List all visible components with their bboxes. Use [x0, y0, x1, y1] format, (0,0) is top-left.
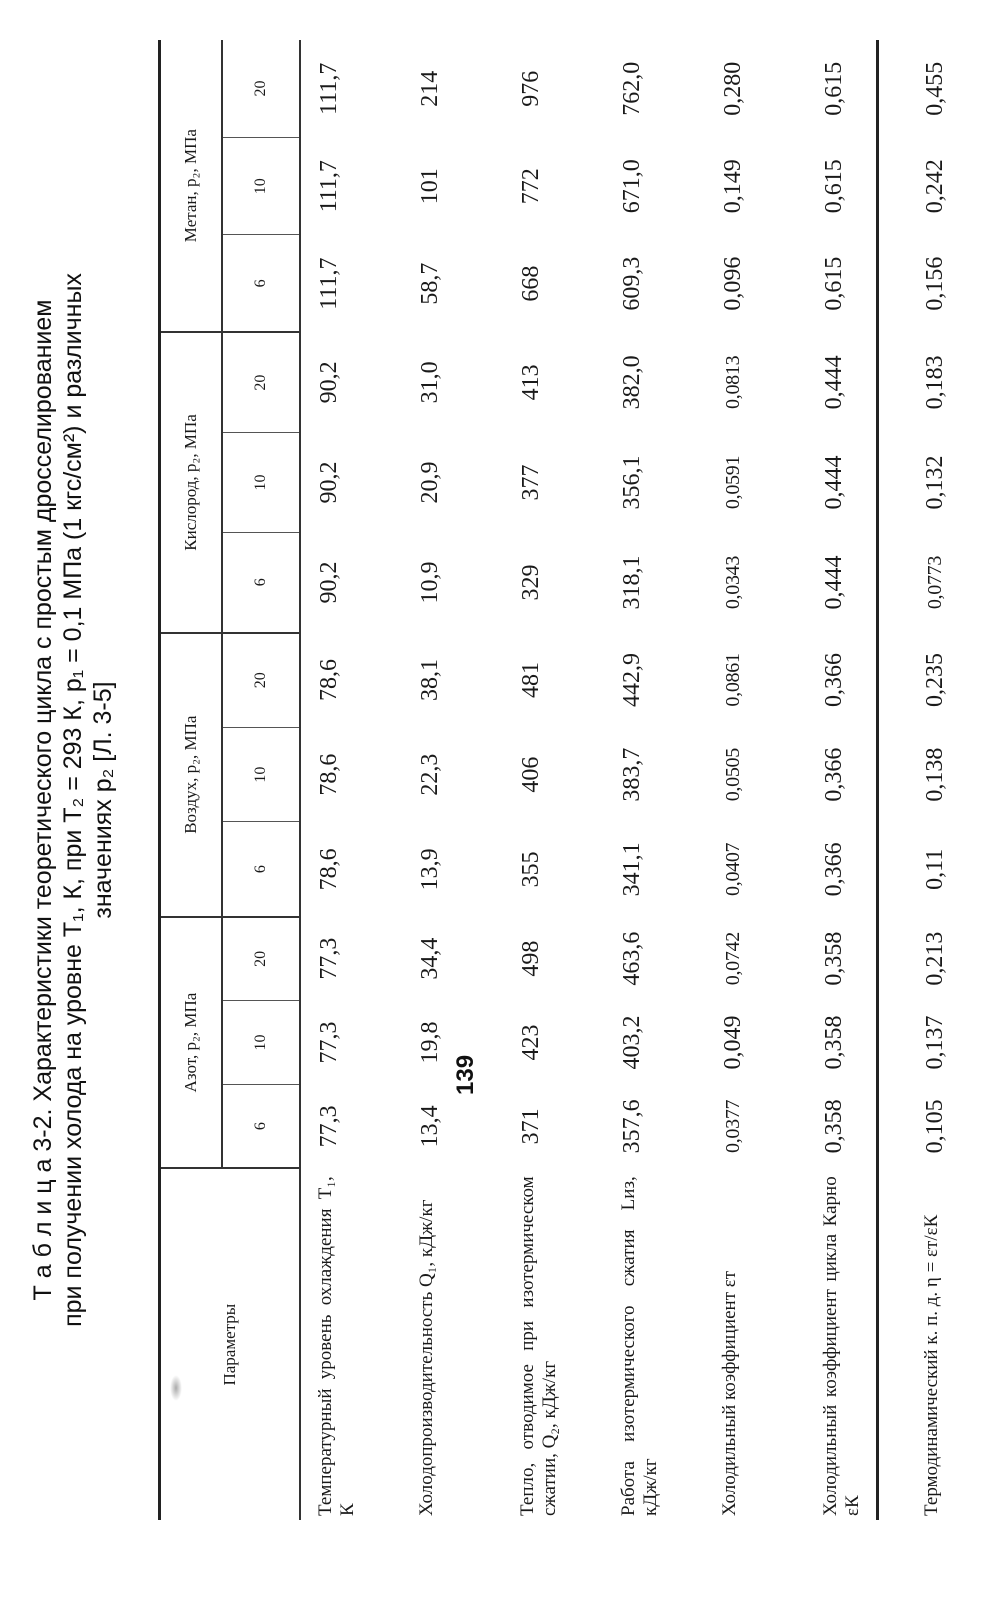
value-cell: 356,1 [619, 455, 645, 510]
value-cell: 0,0505 [722, 748, 744, 802]
value-cell: 0,149 [720, 159, 746, 214]
table-row [402, 40, 503, 1520]
value-cell: 20,9 [417, 461, 443, 504]
table-row [705, 40, 806, 1520]
value-cell: 671,0 [619, 159, 645, 214]
sub-header: 20 [222, 633, 300, 728]
value-cell: 772 [518, 168, 544, 205]
caption-line-1: Т а б л и ц а 3-2. Характеристики теоретического цикла с простым дросселированием [29, 299, 57, 1301]
value-cell: 481 [518, 661, 544, 698]
table-bottom-rule [876, 40, 879, 1520]
group-header-nitrogen: Азот, p₂, МПа [161, 917, 222, 1169]
table-row [503, 40, 604, 1520]
param-header: Параметры [161, 1168, 300, 1520]
value-cell: 0,0861 [722, 653, 744, 707]
param-cell: Термодинамический к. п. д. η = εт/εК [921, 1214, 942, 1516]
sub-header: 20 [222, 40, 300, 137]
sub-header: 20 [222, 332, 300, 432]
value-cell: 77,3 [316, 1021, 342, 1064]
table-row [907, 40, 1008, 1520]
value-cell: 413 [518, 364, 544, 401]
value-cell: 111,7 [316, 257, 342, 310]
value-cell: 377 [518, 464, 544, 501]
value-cell: 0,444 [821, 455, 847, 510]
param-cell: Тепло, отводимое при изотермическом сжатии, Q₂, кДж/кг [517, 1176, 560, 1516]
value-cell: 0,366 [821, 842, 847, 897]
sub-header: 6 [222, 822, 300, 917]
sub-header: 6 [222, 1084, 300, 1168]
value-cell: 0,366 [821, 747, 847, 802]
value-cell: 77,3 [316, 937, 342, 980]
value-cell: 22,3 [417, 753, 443, 796]
value-cell: 214 [417, 70, 443, 107]
param-cell: Температурный уровень охлаждения T₁, К [315, 1176, 358, 1516]
value-cell: 318,1 [619, 555, 645, 610]
rotated-table-block [20, 40, 948, 1560]
value-cell: 0,183 [922, 355, 948, 410]
value-cell: 976 [518, 70, 544, 107]
value-cell: 34,4 [417, 937, 443, 980]
value-cell: 609,3 [619, 256, 645, 311]
value-cell: 0,235 [922, 652, 948, 707]
sub-header: 10 [222, 727, 300, 822]
value-cell: 0,280 [720, 61, 746, 116]
value-cell: 38,1 [417, 658, 443, 701]
sub-header: 10 [222, 137, 300, 234]
value-cell: 0,615 [821, 61, 847, 116]
value-cell: 668 [518, 265, 544, 302]
value-cell: 383,7 [619, 747, 645, 802]
group-header-air: Воздух, p₂, МПа [161, 633, 222, 917]
value-cell: 0,615 [821, 159, 847, 214]
param-cell: Холодопроизводительность Q₁, кДж/кг [416, 1199, 437, 1516]
sub-header: 10 [222, 432, 300, 532]
param-cell: Холодильный коэффициент εт [719, 1270, 740, 1516]
value-cell: 0,0343 [722, 555, 744, 610]
sub-header: 6 [222, 533, 300, 633]
value-cell: 0,0773 [924, 555, 946, 610]
value-cell: 77,3 [316, 1105, 342, 1148]
page-number: 139 [452, 1054, 479, 1095]
value-cell: 101 [417, 168, 443, 205]
value-cell: 78,6 [316, 848, 342, 891]
value-cell: 0,0407 [722, 842, 744, 896]
value-cell: 371 [518, 1108, 544, 1145]
value-cell: 762,0 [619, 61, 645, 116]
sub-header: 6 [222, 235, 300, 332]
value-cell: 90,2 [316, 361, 342, 404]
value-cell: 382,0 [619, 355, 645, 410]
caption-line-2: при получении холода на уровне T₁, К, при T₂ = 293 К, p₁ = 0,1 МПа (1 кгс/см²) и различных [59, 273, 87, 1327]
value-cell: 13,4 [417, 1105, 443, 1148]
sub-header: 10 [222, 1001, 300, 1085]
value-cell: 0,358 [821, 1015, 847, 1070]
value-cell: 355 [518, 851, 544, 888]
value-cell: 0,096 [720, 256, 746, 311]
value-cell: 0,444 [821, 355, 847, 410]
value-cell: 111,7 [316, 62, 342, 115]
param-cell: Работа изотермического сжатия Lиз, кДж/кг [618, 1176, 661, 1516]
value-cell: 90,2 [316, 461, 342, 504]
value-cell: 442,9 [619, 652, 645, 707]
caption-line-3: значениях p₂ [Л. 3-5] [89, 681, 117, 919]
value-cell: 0,0377 [722, 1099, 744, 1153]
table-row [604, 40, 705, 1520]
sub-header: 20 [222, 917, 300, 1001]
value-cell: 0,11 [922, 848, 948, 890]
value-cell: 0,105 [922, 1099, 948, 1154]
value-cell: 0,242 [922, 159, 948, 214]
param-cell: Холодильный коэффициент цикла Карно εК [820, 1176, 863, 1516]
value-cell: 0,0591 [722, 455, 744, 510]
value-cell: 0,0742 [722, 932, 744, 986]
table-caption [28, 40, 118, 1560]
value-cell: 329 [518, 564, 544, 601]
value-cell: 341,1 [619, 842, 645, 897]
group-header-oxygen: Кислород, p₂, МПа [161, 332, 222, 632]
value-cell: 58,7 [417, 262, 443, 305]
value-cell: 0,132 [922, 455, 948, 510]
value-cell: 0,0813 [722, 355, 744, 409]
value-cell: 463,6 [619, 931, 645, 986]
value-cell: 0,213 [922, 931, 948, 986]
value-cell: 0,156 [922, 256, 948, 311]
value-cell: 111,7 [316, 160, 342, 213]
value-cell: 78,6 [316, 753, 342, 796]
table-row [806, 40, 907, 1520]
table-row [300, 40, 402, 1520]
value-cell: 406 [518, 756, 544, 793]
value-cell: 0,138 [922, 747, 948, 802]
value-cell: 0,358 [821, 931, 847, 986]
value-cell: 0,455 [922, 61, 948, 116]
group-header-methane: Метан, p₂, МПа [161, 40, 222, 332]
value-cell: 78,6 [316, 658, 342, 701]
value-cell: 0,137 [922, 1015, 948, 1070]
value-cell: 0,366 [821, 652, 847, 707]
value-cell: 0,358 [821, 1099, 847, 1154]
value-cell: 403,2 [619, 1015, 645, 1070]
value-cell: 10,9 [417, 561, 443, 604]
value-cell: 0,615 [821, 256, 847, 311]
value-cell: 0,444 [821, 555, 847, 610]
value-cell: 357,6 [619, 1099, 645, 1154]
value-cell: 90,2 [316, 561, 342, 604]
value-cell: 19,8 [417, 1021, 443, 1064]
value-cell: 423 [518, 1024, 544, 1061]
value-cell: 0,049 [720, 1015, 746, 1070]
data-table [161, 40, 1008, 1520]
value-cell: 31,0 [417, 361, 443, 404]
value-cell: 13,9 [417, 848, 443, 891]
value-cell: 498 [518, 940, 544, 977]
